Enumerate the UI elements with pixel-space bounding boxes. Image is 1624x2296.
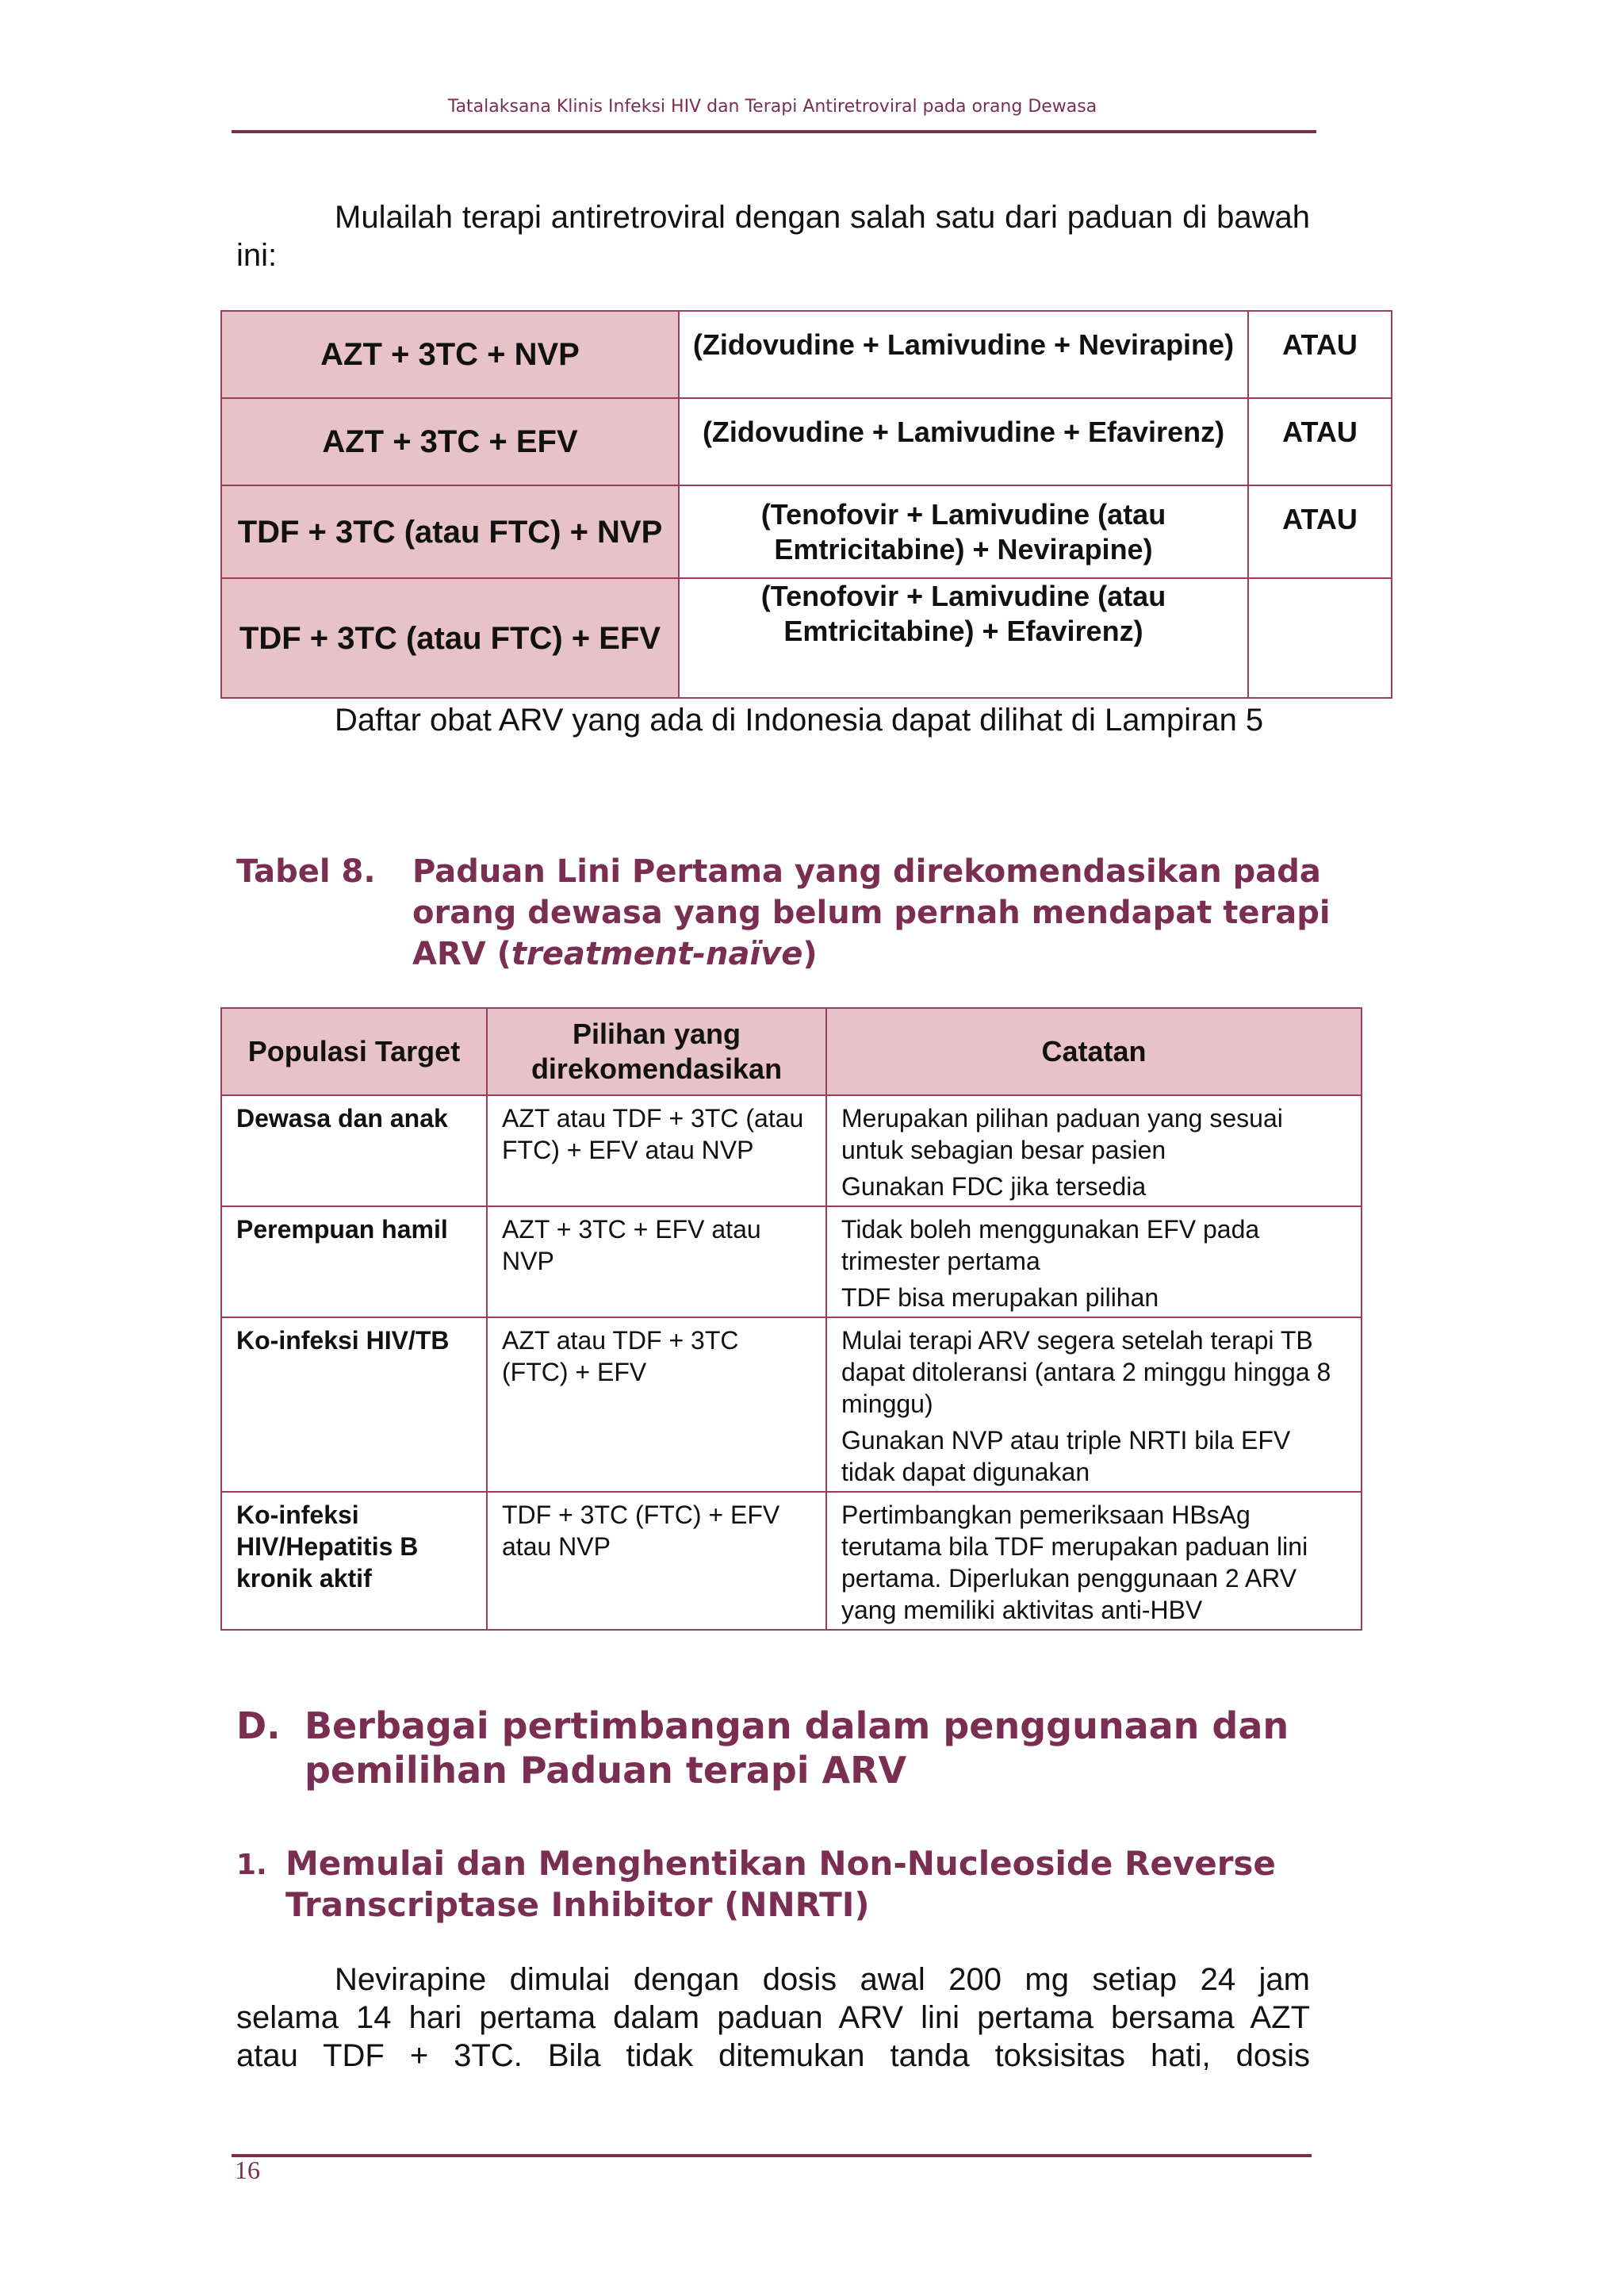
regimen-names: (Tenofovir + Lamivudine (atau Emtricitabine) + Nevirapine) <box>679 485 1248 578</box>
regimen-code: AZT + 3TC + NVP <box>221 311 679 398</box>
caption-italic: treatment-naïve <box>511 936 803 972</box>
section-letter: D. <box>236 1704 281 1747</box>
notes-cell <box>826 1317 1362 1492</box>
notes-cell <box>826 1206 1362 1317</box>
regimen-names: (Tenofovir + Lamivudine (atau Emtricitabine) + Efavirenz) <box>679 578 1248 698</box>
table-row <box>221 398 1392 485</box>
notes-cell <box>826 1095 1362 1206</box>
regimen-code: TDF + 3TC (atau FTC) + NVP <box>221 485 679 578</box>
page-number: 16 <box>235 2156 260 2184</box>
note-line: TDF bisa merupakan pilihan <box>841 1283 1159 1312</box>
regimen-conjunction <box>1248 578 1392 698</box>
column-header-option: Pilihan yang direkomendasikan <box>487 1008 826 1095</box>
regimen-code: TDF + 3TC (atau FTC) + EFV <box>221 578 679 698</box>
regimen-names: (Zidovudine + Lamivudine + Efavirenz) <box>679 398 1248 485</box>
option-cell: TDF + 3TC (FTC) + EFV atau NVP <box>487 1492 826 1630</box>
table-label: Tabel 8. <box>236 853 376 890</box>
intro-paragraph: Mulailah terapi antiretroviral dengan salah satu dari paduan di bawah ini: <box>236 200 1310 273</box>
table-row <box>221 1095 1362 1206</box>
table-caption: Paduan Lini Pertama yang direkomendasikan pada orang dewasa yang belum pernah mendapat terapi ARV (treatment-naïve) <box>412 853 1331 972</box>
paragraph-line: selama 14 hari pertama dalam paduan ARV lini pertama bersama AZT <box>236 2000 1310 2035</box>
first-line-regimen-table <box>220 1007 1362 1631</box>
option-cell: AZT + 3TC + EFV atau NVP <box>487 1206 826 1317</box>
regimen-table <box>220 310 1392 699</box>
subsection-number: 1. <box>236 1849 267 1881</box>
note-line: Merupakan pilihan paduan yang sesuai untuk sebagian besar pasien <box>841 1104 1283 1164</box>
table-row <box>221 578 1392 698</box>
population-cell: Perempuan hamil <box>221 1206 487 1317</box>
note-line: Gunakan NVP atau triple NRTI bila EFV tidak dapat digunakan <box>841 1426 1291 1486</box>
table-row <box>221 1317 1362 1492</box>
header-rule <box>232 130 1316 133</box>
regimen-conjunction: ATAU <box>1248 485 1392 578</box>
table-row <box>221 1492 1362 1630</box>
option-cell: AZT atau TDF + 3TC (atau FTC) + EFV atau NVP <box>487 1095 826 1206</box>
footer-rule <box>232 2154 1312 2157</box>
population-cell: Ko-infeksi HIV/Hepatitis B kronik aktif <box>221 1492 487 1630</box>
column-header-notes: Catatan <box>826 1008 1362 1095</box>
paragraph-line: atau TDF + 3TC. Bila tidak ditemukan tanda toksisitas hati, dosis <box>236 2038 1310 2073</box>
note-line: Pertimbangkan pemeriksaan HBsAg terutama bila TDF merupakan paduan lini pertama. Diperlukan penggunaan 2 ARV yang memiliki aktivitas anti-HBV <box>841 1501 1308 1624</box>
regimen-conjunction: ATAU <box>1248 311 1392 398</box>
arv-list-note: Daftar obat ARV yang ada di Indonesia dapat dilihat di Lampiran 5 <box>335 703 1264 738</box>
regimen-conjunction: ATAU <box>1248 398 1392 485</box>
regimen-code: AZT + 3TC + EFV <box>221 398 679 485</box>
column-header-population: Populasi Target <box>221 1008 487 1095</box>
subsection-title: Memulai dan Menghentikan Non-Nucleoside Reverse Transcriptase Inhibitor (NNRTI) <box>285 1844 1276 1924</box>
table-row <box>221 311 1392 398</box>
note-line: Mulai terapi ARV segera setelah terapi TB dapat ditoleransi (antara 2 minggu hingga 8 minggu) <box>841 1326 1331 1418</box>
table-header-row <box>221 1008 1362 1095</box>
section-title: Berbagai pertimbangan dalam penggunaan dan pemilihan Paduan terapi ARV <box>304 1704 1289 1792</box>
note-line: Gunakan FDC jika tersedia <box>841 1172 1147 1201</box>
table-row <box>221 485 1392 578</box>
table-row <box>221 1206 1362 1317</box>
running-header: Tatalaksana Klinis Infeksi HIV dan Terapi Antiretroviral pada orang Dewasa <box>447 97 1097 117</box>
population-cell: Dewasa dan anak <box>221 1095 487 1206</box>
nevirapine-paragraph <box>236 1961 1310 2075</box>
regimen-names: (Zidovudine + Lamivudine + Nevirapine) <box>679 311 1248 398</box>
option-cell: AZT atau TDF + 3TC (FTC) + EFV <box>487 1317 826 1492</box>
notes-cell <box>826 1492 1362 1630</box>
paragraph-line: Nevirapine dimulai dengan dosis awal 200 mg setiap 24 jam <box>335 1962 1310 1997</box>
note-line: Tidak boleh menggunakan EFV pada trimester pertama <box>841 1215 1260 1275</box>
population-cell: Ko-infeksi HIV/TB <box>221 1317 487 1492</box>
